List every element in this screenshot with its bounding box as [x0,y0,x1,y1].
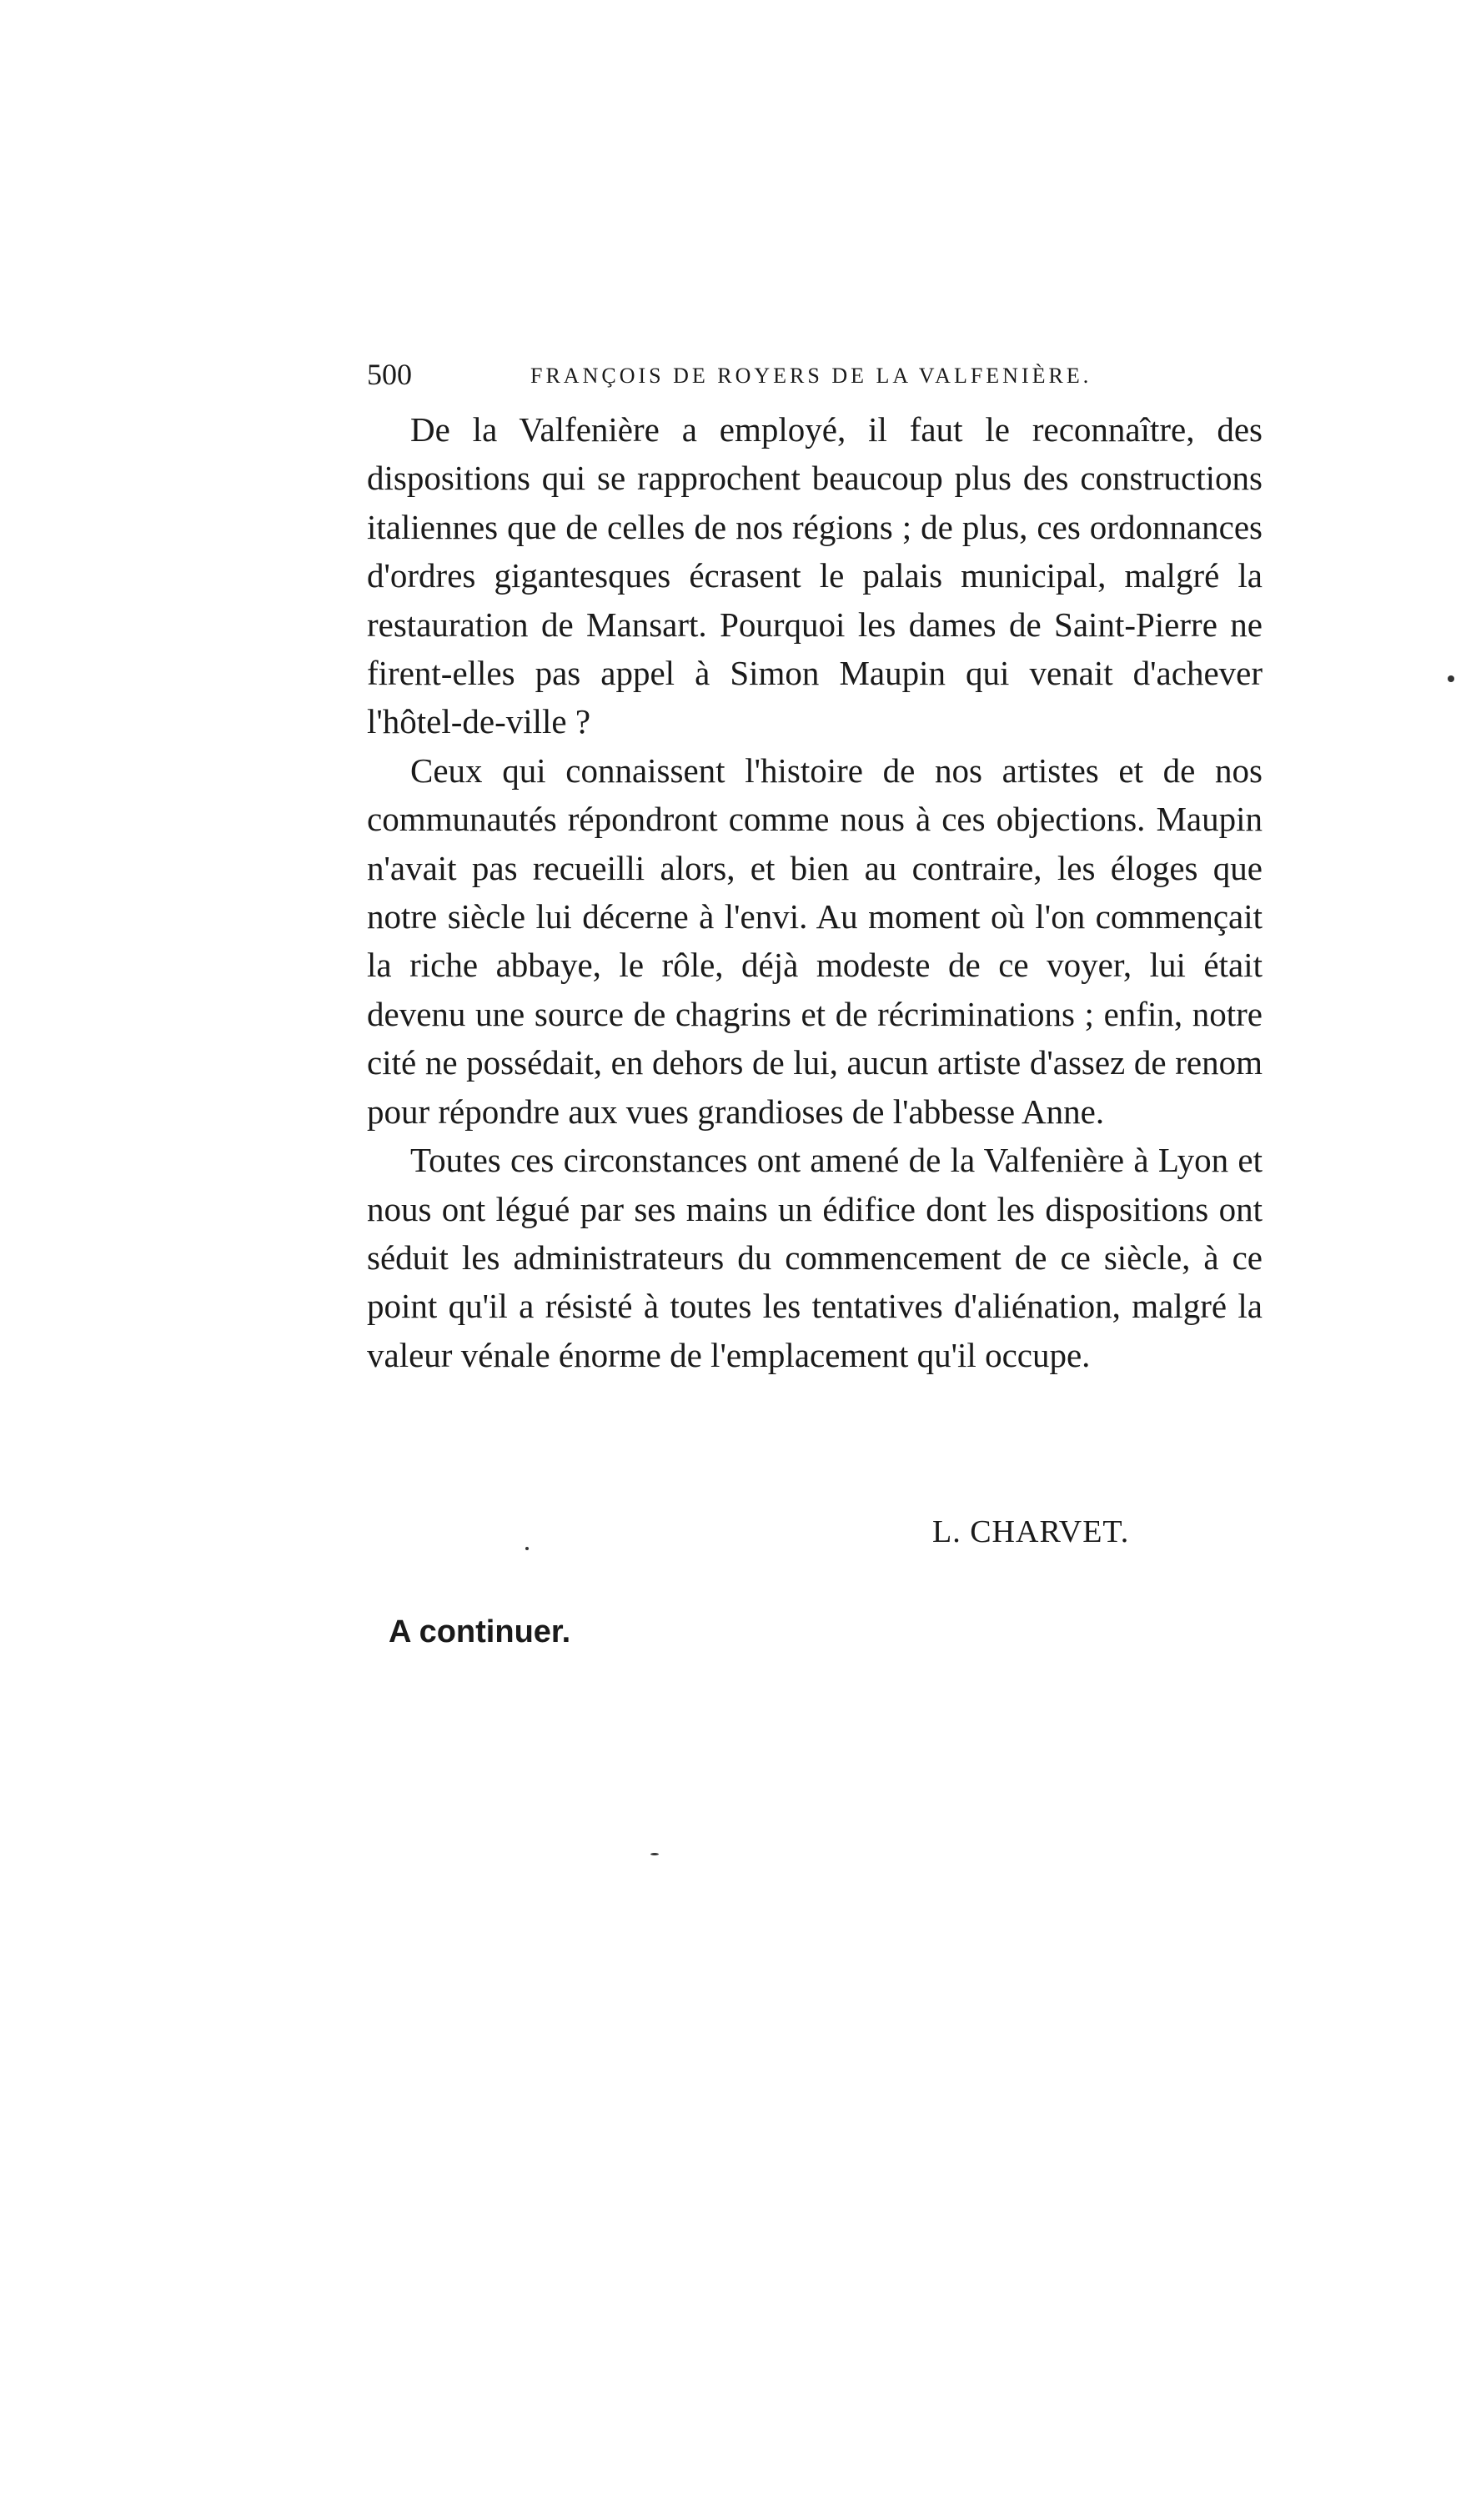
print-speck [1448,675,1454,682]
author-signature: L. CHARVET. [932,1514,1130,1549]
body-text [367,405,1263,1379]
running-title: FRANÇOIS DE ROYERS DE LA VALFENIÈRE. [530,364,1092,388]
paragraph-2: Ceux qui connaissent l'histoire de nos artistes et de nos communautés répondront comme nous à ces objections. Maupin n'avait pas recueilli alors, et bien au contraire, les éloges que notre siècle lui décerne à l'envi. Au moment où l'on commençait la riche abbaye, le rôle, déjà modeste de ce voyer, lui était devenu une source de chagrins et de récriminations ; enfin, notre cité ne possédait, en dehors de lui, aucun artiste d'assez de renom pour répondre aux vues grandioses de l'abbesse Anne. [367,750,1263,1131]
print-speck [525,1547,529,1550]
paragraph-1: De la Valfenière a employé, il faut le reconnaître, des dispositions qui se rapprochent beaucoup plus des constructions italiennes que de celles de nos régions ; de plus, ces ordonnances d'ordres gigantesques écrasent le palais municipal, malgré la restauration de Mansart. Pourquoi les dames de Saint-Pierre ne firent-elles pas appel à Simon Maupin qui venait d'achever l'hôtel-de-ville ? [367,410,1263,741]
page-number: 500 [367,358,412,391]
print-speck [650,1853,659,1855]
paragraph-3: Toutes ces circonstances ont amené de la Valfenière à Lyon et nous ont légué par ses mains un édifice dont les dispositions ont séduit les administrateurs du commencement de ce siècle, à ce point qu'il a résisté à toutes les tentatives d'aliénation, malgré la valeur vénale énorme de l'emplacement qu'il occupe. [367,1141,1263,1374]
page-header [367,357,1284,397]
continue-note: A continuer. [389,1614,571,1649]
